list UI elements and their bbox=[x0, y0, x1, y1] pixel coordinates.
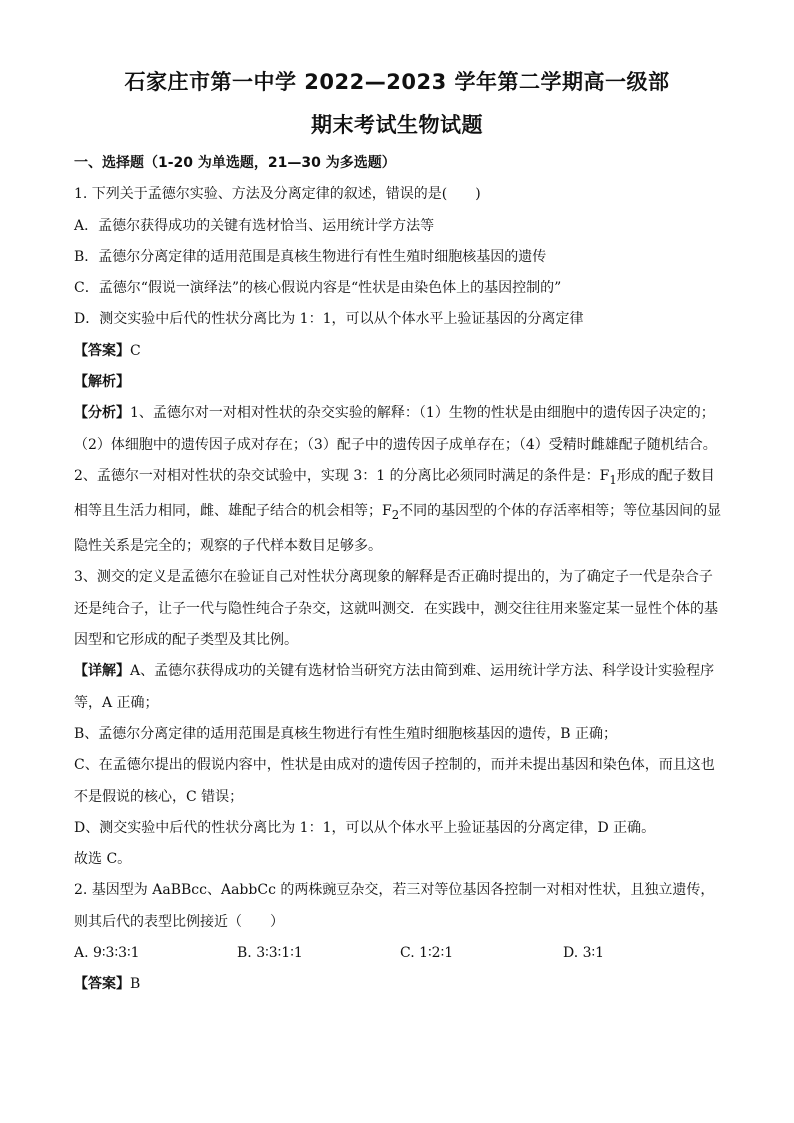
subscript-2: 2 bbox=[391, 507, 400, 522]
q2-answer bbox=[74, 969, 726, 1000]
xiangjie-label: 【详解】 bbox=[74, 663, 130, 680]
xiangjie-d: D、测交实验中后代的性状分离比为 1：1，可以从个体水平上验证基因的分离定律，D 正确。 bbox=[74, 819, 656, 836]
subscript-1: 1 bbox=[609, 472, 617, 487]
q1-answer bbox=[74, 336, 726, 367]
q1-option-d: D．测交实验中后代的性状分离比为 1：1，可以从个体水平上验证基因的分离定律 bbox=[74, 311, 584, 328]
answer-value: C bbox=[130, 342, 141, 359]
q2-option-b: B. 3∶3∶1∶1 bbox=[237, 945, 303, 962]
q1-stem: 1. 下列关于孟德尔实验、方法及分离定律的叙述，错误的是( ) bbox=[74, 186, 481, 203]
fenxi-p2-part-a: 2、孟德尔一对相对性状的杂交试验中，实现 3：1 的分离比必须同时满足的条件是：F bbox=[74, 467, 610, 484]
xiangjie-c: C、在孟德尔提出的假说内容中，性状是由成对的遗传因子控制的，而并未提出基因和染色体，而且这也不是假说的核心，C 错误； bbox=[74, 757, 715, 805]
fenxi-paragraph-1 bbox=[74, 398, 726, 461]
q1-option-c: C．孟德尔“假说一演绎法”的核心假说内容是“性状是由染色体上的基因控制的” bbox=[74, 280, 562, 297]
q2-option-a: A. 9∶3∶3∶1 bbox=[74, 945, 140, 962]
xiangjie-b: B、孟德尔分离定律的适用范围是真核生物进行有性生殖时细胞核基因的遗传，B 正确； bbox=[74, 725, 618, 742]
answer-value: B bbox=[130, 976, 141, 993]
answer-label: 【答案】 bbox=[74, 342, 130, 359]
answer-label: 【答案】 bbox=[74, 976, 130, 993]
section-heading: 一、选择题（1-20 为单选题，21—30 为多选题） bbox=[74, 155, 396, 171]
xiangjie-a bbox=[74, 656, 726, 719]
exam-title-line1: 石家庄市第一中学 2022—2023 学年第二学期高一级部 bbox=[124, 70, 670, 94]
fenxi-p2-part-b: 形成的配子数目相等且生活力相同，雌、雄配子结合的机会相等；F bbox=[74, 467, 715, 520]
q1-conclusion: 故选 C。 bbox=[74, 851, 132, 868]
fenxi-p2-part-c: 不同的基因型的个体的存活率相等；等位基因间的显隐性关系是完全的；观察的子代样本数目足够多。 bbox=[74, 503, 722, 555]
fenxi-paragraph-3: 3、测交的定义是孟德尔在验证自己对性状分离现象的解释是否正确时提出的，为了确定子一代是杂合子还是纯合子，让子一代与隐性纯合子杂交，这就叫测交．在实践中，测交往往用来鉴定某一显性个体的基因型和它形成的配子类型及其比例。 bbox=[74, 569, 718, 649]
q2-options bbox=[74, 938, 726, 969]
document-body bbox=[74, 148, 726, 1001]
q2-option-d: D. 3∶1 bbox=[563, 945, 605, 962]
fenxi-paragraph-2 bbox=[74, 461, 726, 562]
q2-stem: 2. 基因型为 AaBBcc、AabbCc 的两株豌豆杂交，若三对等位基因各控制一对相对性状，且独立遗传，则其后代的表型比例接近（ ） bbox=[74, 882, 715, 930]
q1-option-b: B．孟德尔分离定律的适用范围是真核生物进行有性生殖时细胞核基因的遗传 bbox=[74, 248, 547, 265]
q1-option-a: A．孟德尔获得成功的关键有选材恰当、运用统计学方法等 bbox=[74, 217, 435, 234]
q2-option-c: C. 1∶2∶1 bbox=[400, 945, 454, 962]
analysis-label: 【解析】 bbox=[74, 374, 130, 391]
fenxi-label: 【分析】 bbox=[74, 405, 130, 422]
fenxi-p1-text: 1、孟德尔对一对相对性状的杂交实验的解释：（1）生物的性状是由细胞中的遗传因子决定的；（2）体细胞中的遗传因子成对存在；（3）配子中的遗传因子成单存在；（4）受精时雌雄配子随机结合。 bbox=[74, 405, 717, 453]
exam-title-line2: 期末考试生物试题 bbox=[311, 113, 483, 137]
xiangjie-a-text: A、孟德尔获得成功的关键有选材恰当研究方法由简到难、运用统计学方法、科学设计实验程序等，A 正确； bbox=[74, 663, 715, 711]
